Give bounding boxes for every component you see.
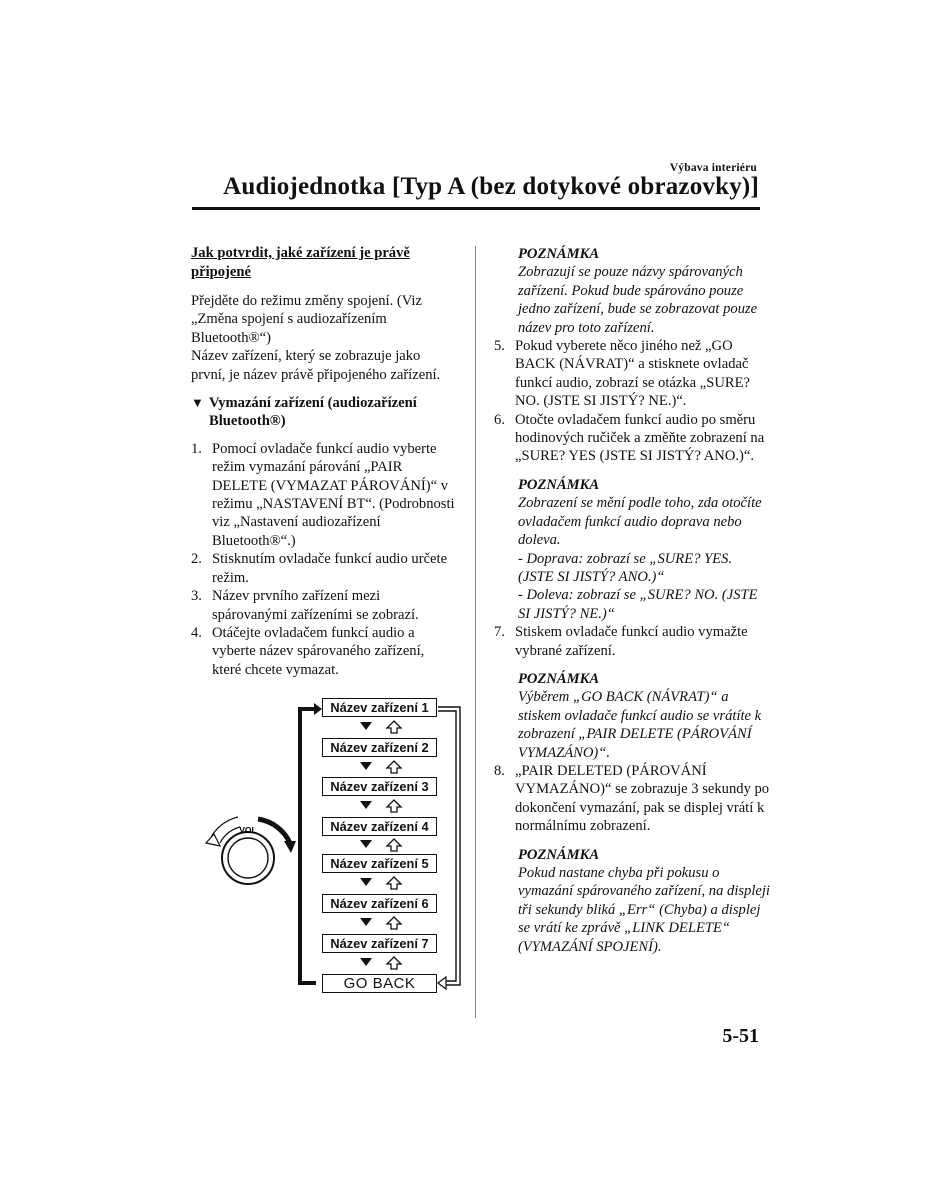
step-number: 1. xyxy=(191,440,202,457)
vol-label: VOL xyxy=(239,825,257,835)
down-up-arrows xyxy=(356,796,406,816)
note-text: - Doleva: zobrazí se „SURE? NO. (JSTE SI JISTÝ? NE.)“ xyxy=(518,587,758,622)
note-heading: POZNÁMKA xyxy=(518,670,600,687)
paragraph-current-device: Název zařízení, který se zobrazuje jako první, je název právě připojeného zařízení. xyxy=(191,348,441,383)
step-number: 2. xyxy=(191,551,202,568)
step-text: Název prvního zařízení mezi spárovanými zařízeními se zobrazí. xyxy=(212,588,419,623)
arrow-down-icon xyxy=(360,801,372,809)
arrow-up-icon xyxy=(387,877,401,889)
device-name-box: Název zařízení 2 xyxy=(322,738,437,757)
arrow-up-icon xyxy=(387,839,401,851)
list-item xyxy=(494,337,770,411)
arrow-left-icon xyxy=(438,977,446,989)
section-heading-delete-device xyxy=(191,394,456,431)
device-name-box: Název zařízení 5 xyxy=(322,854,437,873)
list-item xyxy=(494,623,770,660)
note-block xyxy=(518,846,770,956)
down-up-arrows xyxy=(356,835,406,855)
device-name-box: Název zařízení 4 xyxy=(322,817,437,836)
bracket-left xyxy=(300,709,316,983)
steps-list-right xyxy=(494,337,770,466)
step-text: Otáčejte ovladačem funkcí audio a vyberte název spárovaného zařízení, které chcete vymazat. xyxy=(212,624,425,678)
list-item xyxy=(191,550,456,587)
device-name-box: Název zařízení 6 xyxy=(322,894,437,913)
note-block xyxy=(518,670,770,762)
down-up-arrows xyxy=(356,873,406,893)
arrow-right-icon xyxy=(314,703,322,715)
device-name-box: Název zařízení 3 xyxy=(322,777,437,796)
section-label: Výbava interiéru xyxy=(669,162,757,174)
steps-list-left xyxy=(191,440,456,679)
arrow-down-icon xyxy=(360,722,372,730)
down-up-arrows xyxy=(356,717,406,737)
note-text: Pokud nastane chyba při pokusu o vymazání spárovaného zařízení, na displeji tři sekundy bliká „Err“ (Chyba) a displej se vrátí ke zprávě „LINK DELETE“ (VYMAZÁNÍ SPOJENÍ). xyxy=(518,865,770,955)
note-text: - Doprava: zobrazí se „SURE? YES. (JSTE SI JISTÝ? ANO.)“ xyxy=(518,550,733,585)
bracket-right-inner xyxy=(438,711,456,981)
sub-heading-line-2: připojené xyxy=(191,264,251,280)
arrow-up-icon xyxy=(387,800,401,812)
title-rule xyxy=(192,207,760,210)
device-name-box: Název zařízení 7 xyxy=(322,934,437,953)
list-item xyxy=(191,624,456,679)
sub-heading-line-1: Jak potvrdit, jaké zařízení je právě xyxy=(191,245,410,261)
triangle-bullet-icon: ▼ xyxy=(191,395,204,411)
down-up-arrows xyxy=(356,913,406,933)
step-number: 4. xyxy=(191,624,202,641)
steps-list-right xyxy=(494,623,770,660)
note-heading: POZNÁMKA xyxy=(518,846,600,863)
page-title: Audiojednotka [Typ A (bez dotykové obrazovky)] xyxy=(223,173,759,200)
arrow-up-icon xyxy=(387,917,401,929)
section-heading-text: Vymazání zařízení (audiozařízení Bluetooth®) xyxy=(209,395,417,430)
list-item xyxy=(191,440,456,550)
paragraph-intro xyxy=(191,292,456,347)
column-divider xyxy=(475,246,476,1018)
right-column xyxy=(494,244,770,956)
step-number: 8. xyxy=(494,762,505,779)
step-number: 5. xyxy=(494,338,505,355)
page-number: 5-51 xyxy=(722,1025,759,1047)
note-text: Výběrem „GO BACK (NÁVRAT)“ a stiskem ovladače funkcí audio se vrátíte k zobrazení „PAIR DELETE (PÁROVÁNÍ VYMAZÁNO)“. xyxy=(518,689,762,761)
vol-knob-icon xyxy=(206,817,296,884)
paragraph-intro-line-1: Přejděte do režimu změny spojení. (Viz xyxy=(191,293,422,309)
down-up-arrows xyxy=(356,953,406,973)
list-item xyxy=(494,762,770,836)
arrow-down-icon xyxy=(360,958,372,966)
step-text: Pomocí ovladače funkcí audio vyberte režim vymazání párování „PAIR DELETE (VYMAZAT PÁROVÁNÍ)“ v režimu „NASTAVENÍ BT“. (Podrobnosti viz „Nastavení audiozařízení Bluetooth®“.) xyxy=(212,440,455,549)
step-number: 6. xyxy=(494,411,505,428)
go-back-box: GO BACK xyxy=(322,974,437,993)
paragraph-intro-line-3: Bluetooth®“) xyxy=(191,329,271,346)
arrow-down-icon xyxy=(360,840,372,848)
down-up-arrows xyxy=(356,757,406,777)
arrow-down-icon xyxy=(360,878,372,886)
arrow-down-icon xyxy=(360,762,372,770)
device-name-box: Název zařízení 1 xyxy=(322,698,437,717)
note-text: Zobrazují se pouze názvy spárovaných zařízení. Pokud bude spárováno pouze jedno zařízení, bude se zobrazovat pouze název pro toto zařízení. xyxy=(518,264,758,336)
note-heading: POZNÁMKA xyxy=(518,476,600,493)
sub-heading xyxy=(191,244,456,282)
left-column xyxy=(191,244,456,679)
step-number: 3. xyxy=(191,588,202,605)
step-text: Stisknutím ovladače funkcí audio určete režim. xyxy=(212,551,448,586)
arrow-down-icon xyxy=(360,918,372,926)
step-number: 7. xyxy=(494,624,505,641)
arrow-up-icon xyxy=(387,721,401,733)
list-item xyxy=(494,411,770,466)
steps-list-right xyxy=(494,762,770,836)
arrow-up-icon xyxy=(387,761,401,773)
step-text: Stiskem ovladače funkcí audio vymažte vybrané zařízení. xyxy=(515,624,748,659)
step-text: „PAIR DELETED (PÁROVÁNÍ VYMAZÁNO)“ se zobrazuje 3 sekundy po dokončení vymazání, pak se displej vrátí k normálnímu zobrazení. xyxy=(515,762,770,835)
list-item xyxy=(191,587,456,624)
paragraph-intro-line-2: „Změna spojení s audiozařízením xyxy=(191,311,387,328)
note-block xyxy=(518,476,770,623)
step-text: Pokud vyberete něco jiného než „GO BACK (NÁVRAT)“ a stisknete ovladač funkcí audio, zobrazí se otázka „SURE? NO. (JSTE SI JISTÝ? NE.)“. xyxy=(515,338,751,410)
arrow-up-icon xyxy=(387,957,401,969)
note-heading: POZNÁMKA xyxy=(518,246,600,262)
note-text: Zobrazení se mění podle toho, zda otočíte ovladačem funkcí audio doprava nebo doleva. xyxy=(518,495,762,549)
device-list-diagram xyxy=(198,693,470,999)
step-text: Otočte ovladačem funkcí audio po směru hodinových ručiček a změňte zobrazení na „SURE? YES (JSTE SI JISTÝ? ANO.)“. xyxy=(515,411,765,465)
note-block xyxy=(518,245,770,337)
